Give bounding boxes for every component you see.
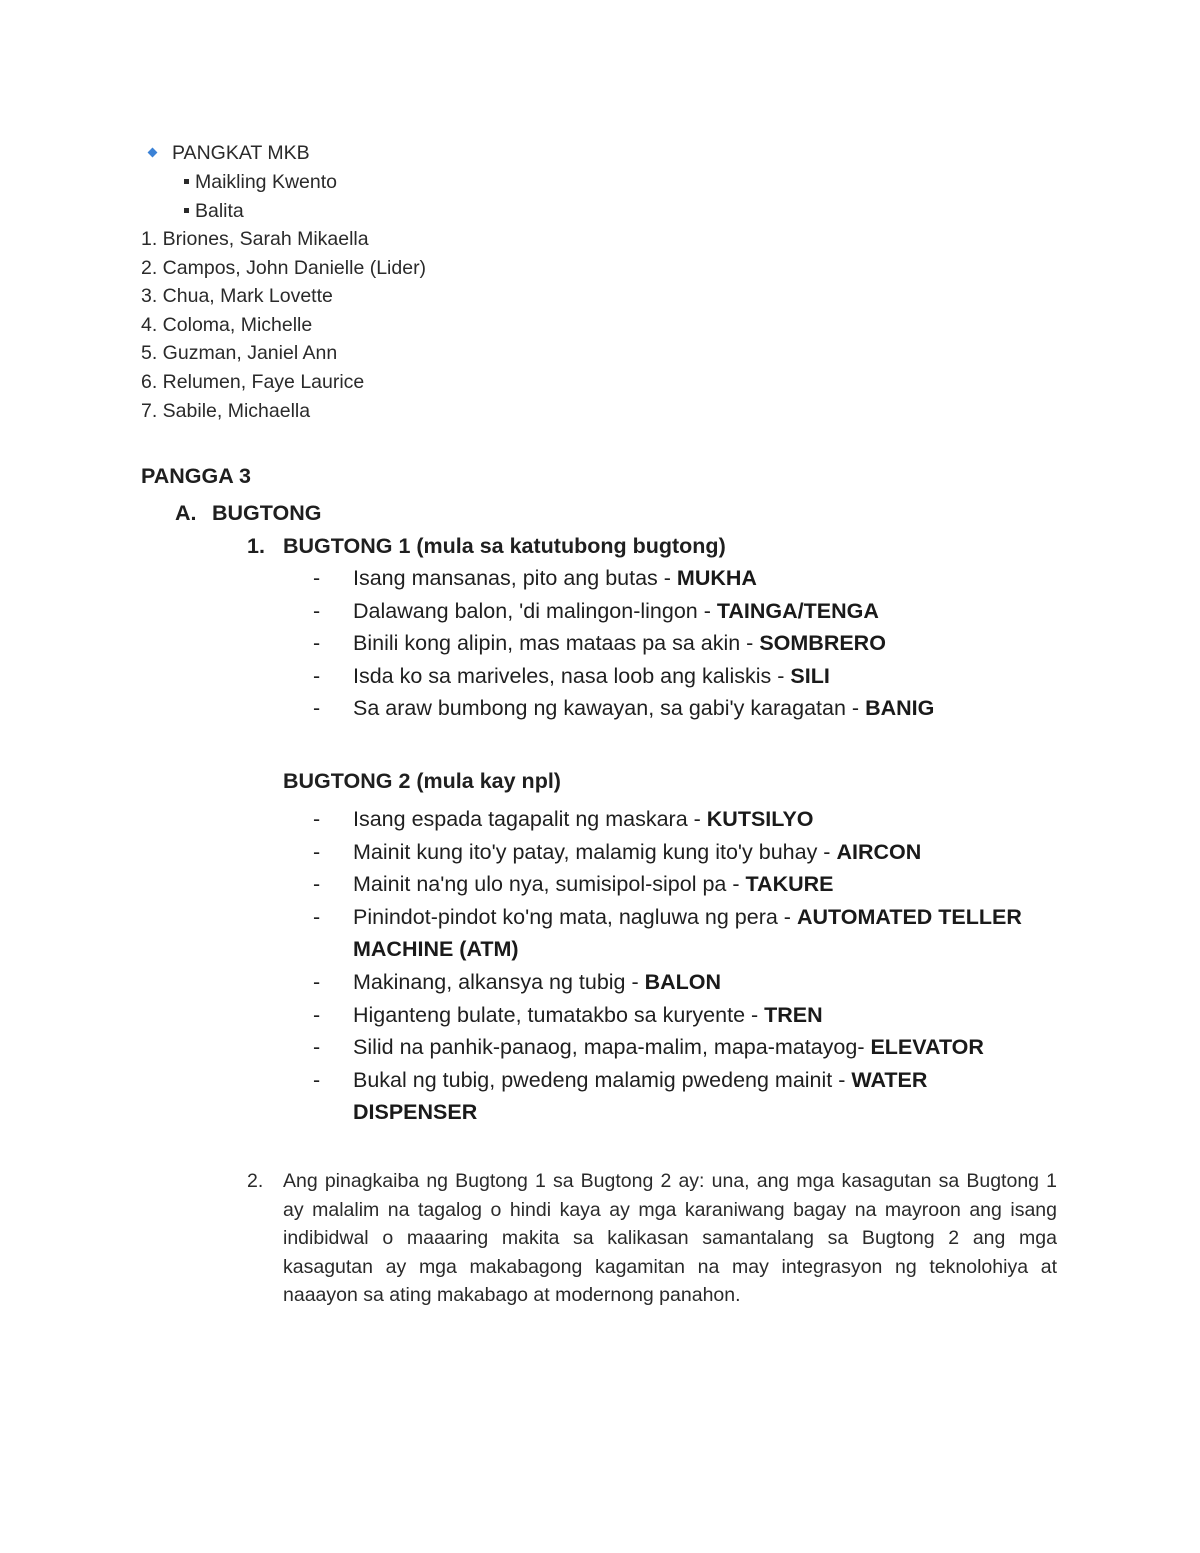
comparison-paragraph — [247, 1167, 1057, 1310]
riddle-question: Isda ko sa mariveles, nasa loob ang kaliskis - — [353, 663, 791, 688]
riddle-item — [313, 1064, 1033, 1129]
subsection-title: BUGTONG — [212, 501, 322, 525]
riddle-question: Pinindot-pindot ko'ng mata, nagluwa ng pera - — [353, 904, 797, 929]
dash-bullet: - — [313, 663, 321, 688]
dash-bullet: - — [313, 1002, 321, 1027]
member-item: 1. Briones, Sarah Mikaella — [141, 228, 369, 250]
riddle-item — [313, 868, 1033, 901]
riddle-answer: TAKURE — [745, 872, 834, 897]
riddle-item — [313, 660, 1033, 693]
dash-bullet: - — [313, 839, 321, 864]
dash-bullet: - — [313, 1067, 321, 1092]
riddle-question: Bukal ng tubig, pwedeng malamig pwedeng mainit - — [353, 1067, 852, 1092]
member-item: 2. Campos, John Danielle (Lider) — [141, 256, 427, 279]
dash-bullet: - — [313, 631, 321, 656]
genre-item: Maikling Kwento — [184, 168, 337, 197]
riddle-item — [313, 627, 1033, 660]
riddle-question: Isang espada tagapalit ng maskara - — [353, 807, 707, 831]
comparison-text: Ang pinagkaiba ng Bugtong 1 sa Bugtong 2 ay: una, ang mga kasagutan sa Bugtong 1 ay malalim na tagalog o hindi kaya ay mga karaniwang bagay na mayroon ang isang indibidwal o maaaring makita sa kalikasan samantalang sa Bugtong 2 ang mga kasagutan ay mga makabagong kagamitan na may integrasyon ng teknolohiya at naaayon sa ating makabago at modernong panahon. — [283, 1170, 1057, 1307]
riddle-answer: AIRCON — [836, 839, 922, 864]
riddle-question: Makinang, alkansya ng tubig - — [353, 969, 645, 994]
bugtong1-heading — [247, 530, 726, 563]
riddle-item — [313, 692, 1033, 725]
dash-bullet: - — [313, 807, 321, 831]
riddle-item — [313, 595, 1033, 628]
riddle-item — [313, 836, 1033, 869]
subsection-heading — [175, 497, 322, 530]
bugtong1-list — [313, 562, 1033, 725]
member-item: 5. Guzman, Janiel Ann — [141, 342, 338, 365]
riddle-question: Silid na panhik-panaog, mapa-malim, mapa-matayog- — [353, 1035, 871, 1060]
riddle-item — [313, 966, 1033, 999]
riddle-question: Higanteng bulate, tumatakbo sa kuryente - — [353, 1002, 765, 1027]
riddle-question: Mainit kung ito'y patay, malamig kung ito'y buhay - — [353, 839, 837, 864]
member-item: 6. Relumen, Faye Laurice — [141, 370, 365, 393]
riddle-answer: BANIG — [865, 696, 935, 721]
square-bullet-icon — [184, 208, 189, 213]
diamond-bullet-icon — [148, 148, 158, 158]
riddle-question: Dalawang balon, 'di malingon-lingon - — [353, 598, 717, 623]
riddle-item — [313, 1031, 1033, 1064]
riddle-question: Sa araw bumbong ng kawayan, sa gabi'y karagatan - — [353, 696, 866, 721]
subsection-label: A. — [175, 501, 197, 525]
group-heading — [147, 139, 310, 168]
member-item: 7. Sabile, Michaella — [141, 399, 311, 422]
bugtong2-list — [313, 803, 1033, 1129]
member-item: 4. Coloma, Michelle — [141, 313, 313, 336]
riddle-question: Binili kong alipin, mas mataas pa sa akin - — [353, 631, 760, 656]
dash-bullet: - — [313, 904, 321, 929]
bugtong2-heading: BUGTONG 2 (mula kay npl) — [283, 769, 561, 793]
riddle-item — [313, 562, 1033, 595]
riddle-item — [313, 901, 1033, 966]
dash-bullet: - — [313, 872, 321, 897]
square-bullet-icon — [184, 179, 189, 184]
bugtong1-title: BUGTONG 1 (mula sa katutubong bugtong) — [283, 534, 726, 558]
genre-list — [184, 168, 337, 225]
member-list — [141, 225, 426, 425]
riddle-answer: MUKHA — [676, 566, 757, 590]
riddle-answer: SILI — [790, 663, 830, 688]
dash-bullet: - — [313, 1035, 321, 1060]
riddle-answer: WATER DISPENSER — [353, 1067, 928, 1125]
section-heading: PANGGA 3 — [141, 464, 251, 488]
dash-bullet: - — [313, 598, 321, 623]
riddle-answer: TAINGA/TENGA — [716, 598, 879, 623]
riddle-answer: TREN — [764, 1002, 823, 1027]
bugtong1-number: 1. — [247, 534, 265, 558]
group-title: PANGKAT MKB — [172, 142, 310, 164]
dash-bullet: - — [313, 969, 321, 994]
riddle-answer: KUTSILYO — [706, 807, 814, 831]
dash-bullet: - — [313, 566, 321, 590]
riddle-item — [313, 803, 1033, 836]
riddle-question: Mainit na'ng ulo nya, sumisipol-sipol pa - — [353, 872, 746, 897]
riddle-question: Isang mansanas, pito ang butas - — [353, 566, 677, 590]
item-number: 2. — [247, 1170, 264, 1192]
riddle-answer: BALON — [644, 969, 722, 994]
riddle-answer: AUTOMATED TELLER MACHINE (ATM) — [353, 904, 1022, 962]
riddle-answer: ELEVATOR — [870, 1035, 984, 1060]
riddle-item — [313, 999, 1033, 1032]
dash-bullet: - — [313, 696, 321, 721]
genre-item: Balita — [184, 197, 337, 226]
riddle-answer: SOMBRERO — [759, 631, 886, 656]
member-item: 3. Chua, Mark Lovette — [141, 285, 333, 308]
